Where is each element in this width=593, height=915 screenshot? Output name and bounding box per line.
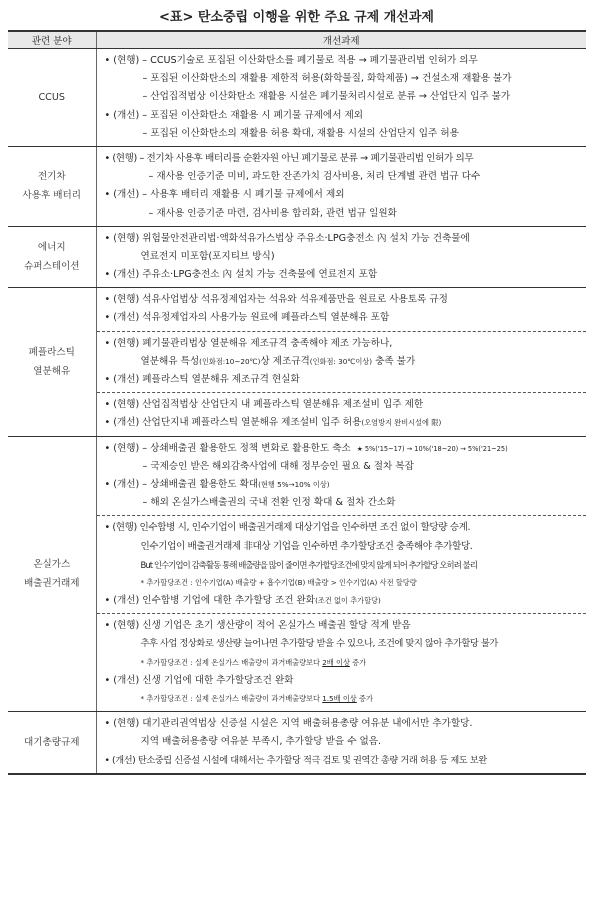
field-battery	[8, 146, 96, 226]
task-note: (조건 없이 추가할당)	[315, 596, 381, 606]
field-ccus-label: CCUS	[38, 91, 65, 103]
task-line: • (현행) 폐기물관리법상 열분해유 제조규격 충족해야 제조 가능하나,	[104, 337, 393, 349]
task-line: 지역 배출허용총량 여유분 부족시, 추가할당 받을 수 없음.	[140, 736, 382, 748]
task-line: But 인수기업이 감축활동 통해 배출량을 많이 줄이면 추가할당조건에 맞지 않게 되어 추가할당 오히려 불리	[140, 559, 478, 570]
task-line: • (현행) 인수합병 시, 인수기업이 배출권거래제 대상기업을 인수하면 조건 없이 할당량 승계.	[104, 522, 471, 534]
table-row-air	[8, 712, 586, 774]
task-block	[97, 392, 587, 435]
field-energy-label-2: 슈퍼스테이션	[23, 260, 80, 272]
task-block	[97, 613, 587, 711]
task-text: 열분해유 특성	[140, 355, 200, 367]
task-block	[97, 288, 587, 330]
task-line	[101, 592, 583, 610]
task-line	[101, 654, 583, 672]
task-block	[97, 227, 587, 288]
task-line: – 포집된 이산화탄소의 재활용 제한적 허용(화학물질, 화학제품) → 건설소재 재활용 불가	[142, 73, 512, 85]
task-note: (현행 5%→10% 이상)	[258, 479, 330, 489]
header-task: 개선과제	[96, 31, 586, 49]
tasks-air	[96, 712, 586, 774]
task-line: 추후 사업 정상화로 생산량 늘어나면 추가할당 받을 수 있으나, 조건에 맞지 않아 추가할당 불가	[140, 638, 498, 650]
table-row-emission	[8, 436, 586, 712]
task-line: • (개선) 주유소·LPG충전소 內 설치 가능 건축물에 연료전지 포함	[104, 269, 378, 281]
task-line	[101, 353, 583, 371]
task-line: * 추가할당조건 : 인수기업(A) 배출량 + 흡수기업(B) 배출량 > 인수기업(A) 사전 할당량	[140, 577, 417, 587]
task-line: • (개선) 석유정제업자의 사용가능 원료에 폐플라스틱 열분해유 포함	[104, 312, 390, 324]
tasks-emission	[96, 436, 586, 712]
task-line: 연료전지 미포함(포지티브 방식)	[140, 250, 275, 262]
task-line: • (개선) – 사용후 배터리 재활용 시 폐기물 규제에서 제외	[104, 189, 345, 201]
task-note: ★ 5%('15~17) → 10%('18~20) → 5%('21~25)	[356, 444, 508, 453]
task-text: • (개선) – 상쇄배출권 활용한도 확대	[104, 478, 259, 490]
tasks-ccus	[96, 49, 586, 147]
tasks-energy	[96, 226, 586, 288]
task-line: • (개선) 탄소중립 신증설 시설에 대해서는 추가할당 적극 검토 및 권역간 총량 거래 허용 등 제도 보완	[104, 754, 487, 766]
field-air	[8, 712, 96, 774]
task-line: • (개선) – 포집된 이산화탄소 재활용 시 폐기물 규제에서 제외	[104, 109, 364, 121]
field-air-label: 대기총량규제	[23, 736, 80, 748]
task-line: – 재사용 인증기준 마련, 검사비용 합리화, 관련 법규 일원화	[148, 207, 397, 219]
field-battery-label-2: 사용후 배터리	[22, 190, 82, 202]
field-energy-label-1: 에너지	[37, 241, 66, 253]
task-block	[97, 437, 587, 516]
page-title: <표> 탄소중립 이행을 위한 주요 규제 개선과제	[159, 10, 434, 25]
task-block	[97, 147, 587, 226]
task-line: • (현행) 신생 기업은 초기 생산량이 적어 온실가스 배출권 할당 적게 받음	[104, 620, 411, 632]
task-block	[97, 331, 587, 393]
table-row-battery	[8, 146, 586, 226]
task-line: – 재사용 인증기준 미비, 과도한 잔존가치 검사비용, 처리 단계별 관련 법규 다수	[148, 171, 481, 183]
task-line: 인수기업이 배출권거래제 非대상 기업을 인수하면 추가할당조건 충족해야 추가할당.	[140, 540, 473, 552]
task-text: 증가	[356, 694, 373, 703]
field-battery-label-1: 전기차	[37, 171, 66, 183]
task-line	[101, 440, 583, 458]
field-plastic-label-1: 폐플라스틱	[28, 346, 75, 358]
task-line: – 포집된 이산화탄소의 재활용 허용 확대, 재활용 시설의 산업단지 입주 허용	[142, 127, 459, 139]
task-note: (인화점: 30℃이상)	[309, 356, 373, 366]
task-line: • (현행) 대기관리권역법상 신증설 시설은 지역 배출허용총량 여유분 내에서만 추가할당.	[104, 718, 473, 730]
header-field: 관련 분야	[8, 31, 96, 49]
task-text: * 추가할당조건 : 실제 온실가스 배출량이 과거배출량보다	[140, 694, 323, 703]
task-block	[97, 49, 587, 146]
table-row-plastic	[8, 288, 586, 436]
task-line: • (개선) 신생 기업에 대한 추가할당조건 완화	[104, 674, 294, 686]
task-text: 증가	[349, 657, 367, 667]
task-line: • (현행) 석유사업법상 석유정제업자는 석유와 석유제품만을 원료로 사용토록 규정	[104, 294, 448, 306]
task-emphasis: 2배 이상	[322, 657, 350, 667]
task-text: • (개선) 인수합병 기업에 대한 추가할당 조건 완화	[104, 595, 316, 607]
field-emission-label-2: 배출권거래제	[23, 577, 80, 589]
task-line: – 국제승인 받은 해외감축사업에 대해 정부승인 필요 & 절차 복잡	[142, 460, 414, 472]
task-line	[101, 476, 583, 494]
field-energy	[8, 226, 96, 288]
field-plastic	[8, 288, 96, 436]
field-plastic-label-2: 열분해유	[33, 365, 71, 377]
task-text: • (개선) 산업단지내 폐플라스틱 열분해유 제조설비 입주 허용	[104, 417, 362, 429]
task-text: 충족 불가	[372, 355, 416, 367]
task-text: 상 제조규격	[260, 355, 310, 367]
field-emission	[8, 436, 96, 712]
task-note: (오염방지 완비시설에 限)	[361, 418, 442, 428]
task-line: • (개선) 폐플라스틱 열분해유 제조규격 현실화	[104, 374, 300, 385]
field-emission-label-1: 온실가스	[33, 558, 71, 570]
table-row-energy	[8, 226, 586, 288]
task-note: (인화점:10~20℃)	[199, 356, 261, 366]
task-block	[97, 515, 587, 613]
table-header-row	[8, 31, 586, 49]
field-ccus	[8, 49, 96, 147]
task-line: • (현행) – 전기차 사용후 배터리를 순환자원 아닌 폐기물로 분류 → 폐기물관리법 인허가 의무	[104, 152, 474, 164]
task-line	[101, 690, 583, 708]
task-line: • (현행) 산업집적법상 산업단지 내 폐플라스틱 열분해유 제조설비 입주 제한	[104, 399, 424, 411]
task-line: • (현행) – CCUS기술로 포집된 이산화탄소를 폐기물로 적용 → 폐기물관리법 인허가 의무	[104, 55, 478, 66]
tasks-plastic	[96, 288, 586, 436]
task-text: • (현행) – 상쇄배출권 활용한도 정책 변화로 활용한도 축소	[104, 442, 351, 454]
task-line: – 해외 온실가스배출권의 국내 전환 인정 확대 & 절차 간소화	[142, 497, 396, 509]
task-line	[101, 414, 583, 432]
task-block	[97, 712, 587, 773]
regulation-table	[8, 30, 586, 775]
task-line: – 산업집적법상 이산화탄소 재활용 시설은 폐기물처리시설로 분류 → 산업단지 입주 불가	[142, 91, 511, 103]
task-emphasis: 1.5배 이상	[322, 694, 357, 703]
task-text: * 추가할당조건 : 실제 온실가스 배출량이 과거배출량보다	[140, 657, 323, 667]
table-row-ccus	[8, 49, 586, 147]
tasks-battery	[96, 146, 586, 226]
task-line: • (현행) 위험물안전관리법·액화석유가스법상 주유소·LPG충전소 內 설치 가능 건축물에	[104, 232, 470, 244]
